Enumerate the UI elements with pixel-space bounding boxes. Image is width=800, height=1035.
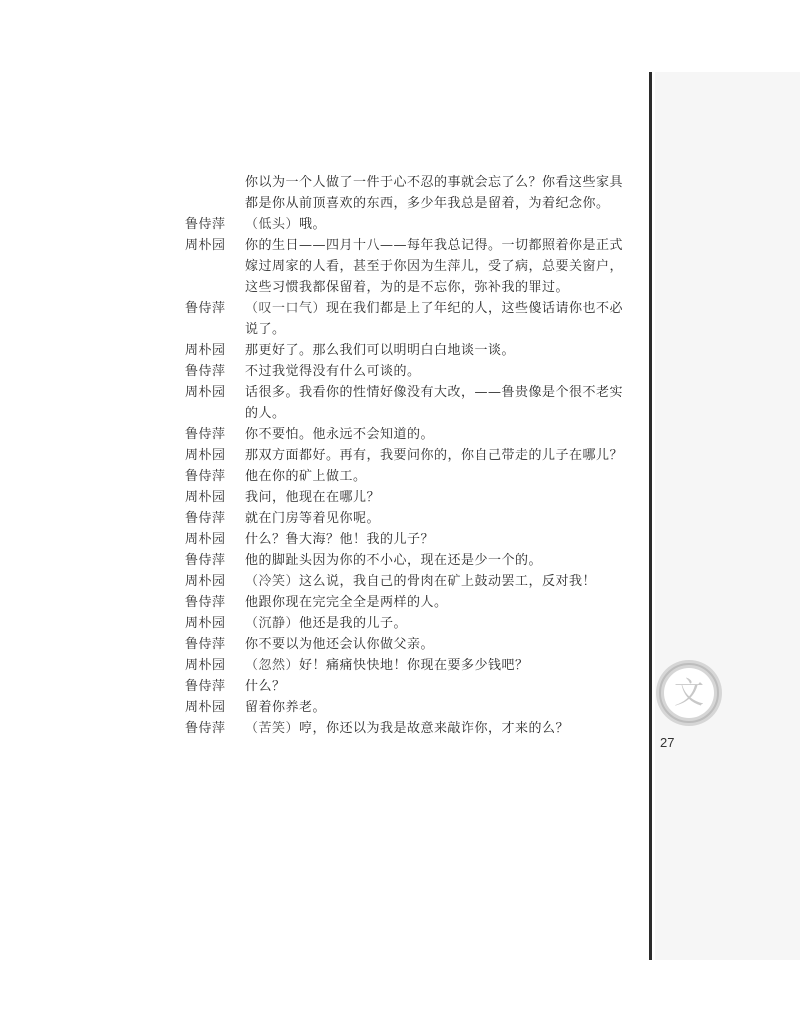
speech-text: 那双方面都好。再有，我要问你的，你自己带走的儿子在哪儿？ [245, 448, 624, 463]
speaker-name: 周朴园 [185, 658, 226, 673]
speech [245, 655, 625, 676]
speaker-name: 鲁侍萍 [185, 217, 226, 232]
speech [245, 298, 625, 340]
speech [245, 382, 625, 424]
stage-direction: （低头） [245, 217, 300, 232]
speech [245, 214, 625, 235]
svg-text:文: 文 [674, 676, 704, 711]
speech-text: 什么？鲁大海？他！我的儿子？ [245, 532, 435, 547]
wen-emblem-icon [653, 657, 725, 729]
speaker-name: 周朴园 [185, 700, 226, 715]
speech-text: 他还是我的儿子。 [299, 616, 408, 631]
dialogue-line [185, 550, 625, 571]
speaker-name: 鲁侍萍 [185, 595, 226, 610]
speaker-name: 鲁侍萍 [185, 364, 226, 379]
speaker-name: 周朴园 [185, 490, 226, 505]
dialogue-line [185, 424, 625, 445]
margin-rule [649, 72, 652, 960]
speech-text: 你的生日——四月十八——每年我总记得。一切都照着你是正式嫁过周家的人看，甚至于你因为生萍儿，受了病，总要关窗户，这些习惯我都保留着，为的是不忘你，弥补我的罪过。 [245, 238, 624, 295]
dialogue-line [185, 361, 625, 382]
speech-text: 就在门房等着见你呢。 [245, 511, 381, 526]
speech-text: 不过我觉得没有什么可谈的。 [245, 364, 421, 379]
speaker-name: 鲁侍萍 [185, 469, 226, 484]
dialogue-line [185, 508, 625, 529]
speech [245, 172, 625, 214]
speech [245, 445, 625, 466]
speech [245, 466, 625, 487]
dialogue-line [185, 445, 625, 466]
speech [245, 340, 625, 361]
right-margin-band [655, 72, 800, 960]
stage-direction: （沉静） [245, 616, 300, 631]
dialogue-line [185, 676, 625, 697]
speech-text: 这么说，我自己的骨肉在矿上鼓动罢工，反对我！ [299, 574, 597, 589]
speech [245, 634, 625, 655]
speech-text: 好！痛痛快快地！你现在要多少钱吧？ [299, 658, 529, 673]
speech-text: 他跟你现在完完全全是两样的人。 [245, 595, 448, 610]
speech-text: 话很多。我看你的性情好像没有大改，——鲁贵像是个很不老实的人。 [245, 385, 624, 421]
speaker-name: 周朴园 [185, 574, 226, 589]
dialogue-line [185, 718, 625, 739]
speech [245, 529, 625, 550]
speech [245, 487, 625, 508]
speaker-name: 周朴园 [185, 385, 226, 400]
stage-direction: （叹一口气） [245, 301, 327, 316]
speech [245, 361, 625, 382]
speech [245, 550, 625, 571]
speech [245, 592, 625, 613]
speech-text: 你以为一个人做了一件于心不忍的事就会忘了么？你看这些家具都是你从前顶喜欢的东西，多少年我总是留着，为着纪念你。 [245, 175, 624, 211]
dialogue-line [185, 298, 625, 340]
dialogue-line [185, 214, 625, 235]
speech-text: 什么？ [245, 679, 286, 694]
dialogue-line [185, 613, 625, 634]
dialogue-line [185, 655, 625, 676]
dialogue-line [185, 697, 625, 718]
dialogue-line [185, 592, 625, 613]
speaker-name: 鲁侍萍 [185, 511, 226, 526]
stage-direction: （苦笑） [245, 721, 300, 736]
speech [245, 718, 625, 739]
speaker-name: 周朴园 [185, 448, 226, 463]
speech-text: 哼，你还以为我是故意来敲诈你，才来的么？ [299, 721, 570, 736]
speech [245, 697, 625, 718]
speaker-name: 鲁侍萍 [185, 553, 226, 568]
speaker-name: 鲁侍萍 [185, 679, 226, 694]
speech [245, 613, 625, 634]
speaker-name [185, 172, 245, 214]
dialogue-line [185, 340, 625, 361]
dialogue-line [185, 382, 625, 424]
speech-text: 那更好了。那么我们可以明明白白地谈一谈。 [245, 343, 516, 358]
speech [245, 508, 625, 529]
dialogue-text [185, 172, 625, 739]
speaker-name: 周朴园 [185, 343, 226, 358]
dialogue-line [185, 487, 625, 508]
speaker-name: 周朴园 [185, 532, 226, 547]
speech-text: 哦。 [299, 217, 327, 232]
dialogue-line [185, 634, 625, 655]
speech-text: 他的脚趾头因为你的不小心，现在还是少一个的。 [245, 553, 543, 568]
dialogue-line [185, 172, 625, 214]
speech [245, 571, 625, 592]
speaker-name: 鲁侍萍 [185, 301, 226, 316]
speaker-name: 鲁侍萍 [185, 721, 226, 736]
dialogue-line [185, 235, 625, 298]
speaker-name: 周朴园 [185, 238, 226, 253]
speech-text: 你不要怕。他永远不会知道的。 [245, 427, 435, 442]
dialogue-line [185, 571, 625, 592]
speech [245, 235, 625, 298]
page-number: 27 [660, 735, 675, 750]
speech-text: 留着你养老。 [245, 700, 327, 715]
speech-text: 我问，他现在在哪儿？ [245, 490, 381, 505]
dialogue-line [185, 529, 625, 550]
speaker-name: 鲁侍萍 [185, 427, 226, 442]
speech-text: 他在你的矿上做工。 [245, 469, 367, 484]
speech [245, 424, 625, 445]
stage-direction: （忽然） [245, 658, 300, 673]
speech-text: 现在我们都是上了年纪的人，这些傻话请你也不必说了。 [245, 301, 624, 337]
speaker-name: 鲁侍萍 [185, 637, 226, 652]
speech [245, 676, 625, 697]
stage-direction: （冷笑） [245, 574, 300, 589]
speaker-name: 周朴园 [185, 616, 226, 631]
speech-text: 你不要以为他还会认你做父亲。 [245, 637, 435, 652]
dialogue-line [185, 466, 625, 487]
